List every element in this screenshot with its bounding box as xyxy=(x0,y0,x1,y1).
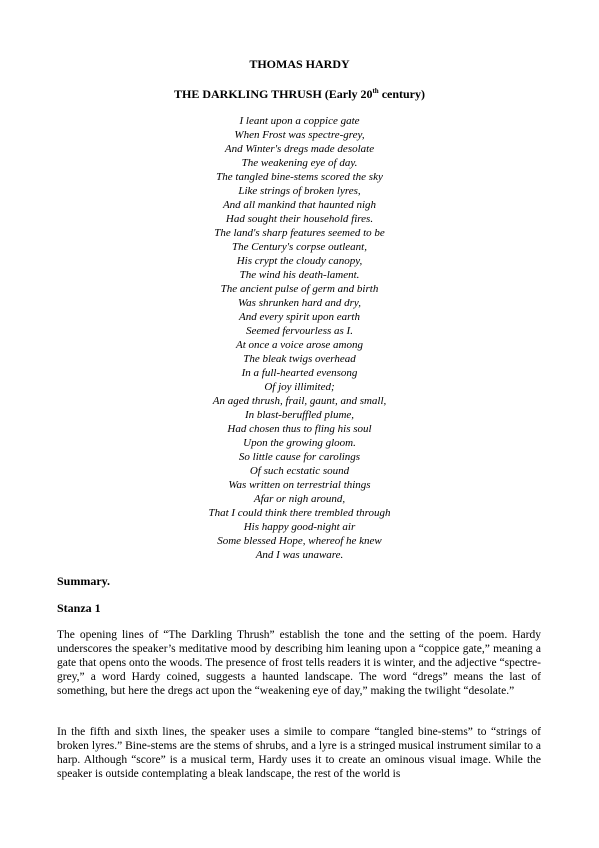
author-heading: THOMAS HARDY xyxy=(249,57,350,71)
poem-line: The bleak twigs overhead xyxy=(243,353,356,365)
poem-line: Of joy illimited; xyxy=(264,381,335,393)
poem-line: I leant upon a coppice gate xyxy=(239,115,360,127)
poem-line: Had chosen thus to fling his soul xyxy=(227,423,372,435)
poem-line: When Frost was spectre-grey, xyxy=(234,129,365,141)
poem-line: The weakening eye of day. xyxy=(241,157,358,169)
poem-title-main: THE DARKLING THRUSH (Early 20 xyxy=(173,87,373,101)
poem-line: Was written on terrestrial things xyxy=(228,479,371,491)
poem-title-suffix: century) xyxy=(378,87,426,101)
poem-line: The wind his death-lament. xyxy=(239,269,360,281)
poem-line: In a full-hearted evensong xyxy=(241,367,358,379)
poem-title xyxy=(0,87,599,101)
poem-body xyxy=(0,114,599,562)
poem-line: His crypt the cloudy canopy, xyxy=(236,255,363,267)
poem-line: Upon the growing gloom. xyxy=(243,437,356,449)
poem-title-superscript: th xyxy=(372,87,379,95)
poem-line: The ancient pulse of germ and birth xyxy=(220,283,379,295)
paragraph: The opening lines of “The Darkling Thrush” establish the tone and the setting of the poem. Hardy underscores the speaker’s meditative mood by describing him leaning upon a “coppice gate,” meaning a gate that opens onto the woods. The presence of frost tells readers it is winter, and the adjective “spectre-grey,” a word Hardy coined, suggests a haunted landscape. The word “dregs” means the last of something, but here the dregs act upon the “weakening eye of day,” making the twilight “desolate.” xyxy=(57,629,541,697)
poem-line: At once a voice arose among xyxy=(236,339,363,351)
poem-line: The land's sharp features seemed to be xyxy=(214,227,385,239)
poem-line: So little cause for carolings xyxy=(238,451,361,463)
poem-line: And all mankind that haunted nigh xyxy=(222,199,377,211)
poem-line: An aged thrush, frail, gaunt, and small, xyxy=(212,395,387,407)
poem-line: Seemed fervourless as I. xyxy=(246,325,353,337)
summary-heading: Summary. xyxy=(57,574,111,588)
poem-line: Was shrunken hard and dry, xyxy=(238,297,361,309)
poem-line: The Century's corpse outleant, xyxy=(232,241,367,253)
poem-line: In blast-beruffled plume, xyxy=(244,409,355,421)
poem-line: His happy good-night air xyxy=(243,521,356,533)
poem-line: The tangled bine-stems scored the sky xyxy=(216,171,383,183)
paragraph: In the fifth and sixth lines, the speaker uses a simile to compare “tangled bine-stems” to “strings of broken lyres.” Bine-stems are the stems of shrubs, and a lyre is a stringed musical instrument similar to a harp. Although “score” is a musical term, Hardy uses it to create an ominous visual image. While the speaker is outside contemplating a bleak landscape, the rest of the world is xyxy=(57,726,541,780)
stanza-heading: Stanza 1 xyxy=(57,601,101,615)
poem-line: Had sought their household fires. xyxy=(225,213,374,225)
poem-line: And every spirit upon earth xyxy=(239,311,360,323)
poem-line: Of such ecstatic sound xyxy=(249,465,350,477)
poem-line: Like strings of broken lyres, xyxy=(238,185,361,197)
poem-line: And I was unaware. xyxy=(255,549,344,561)
poem-line: And Winter's dregs made desolate xyxy=(224,143,375,155)
poem-line: Afar or nigh around, xyxy=(253,493,346,505)
poem-line: That I could think there trembled through xyxy=(208,507,391,519)
poem-line: Some blessed Hope, whereof he knew xyxy=(217,535,382,547)
